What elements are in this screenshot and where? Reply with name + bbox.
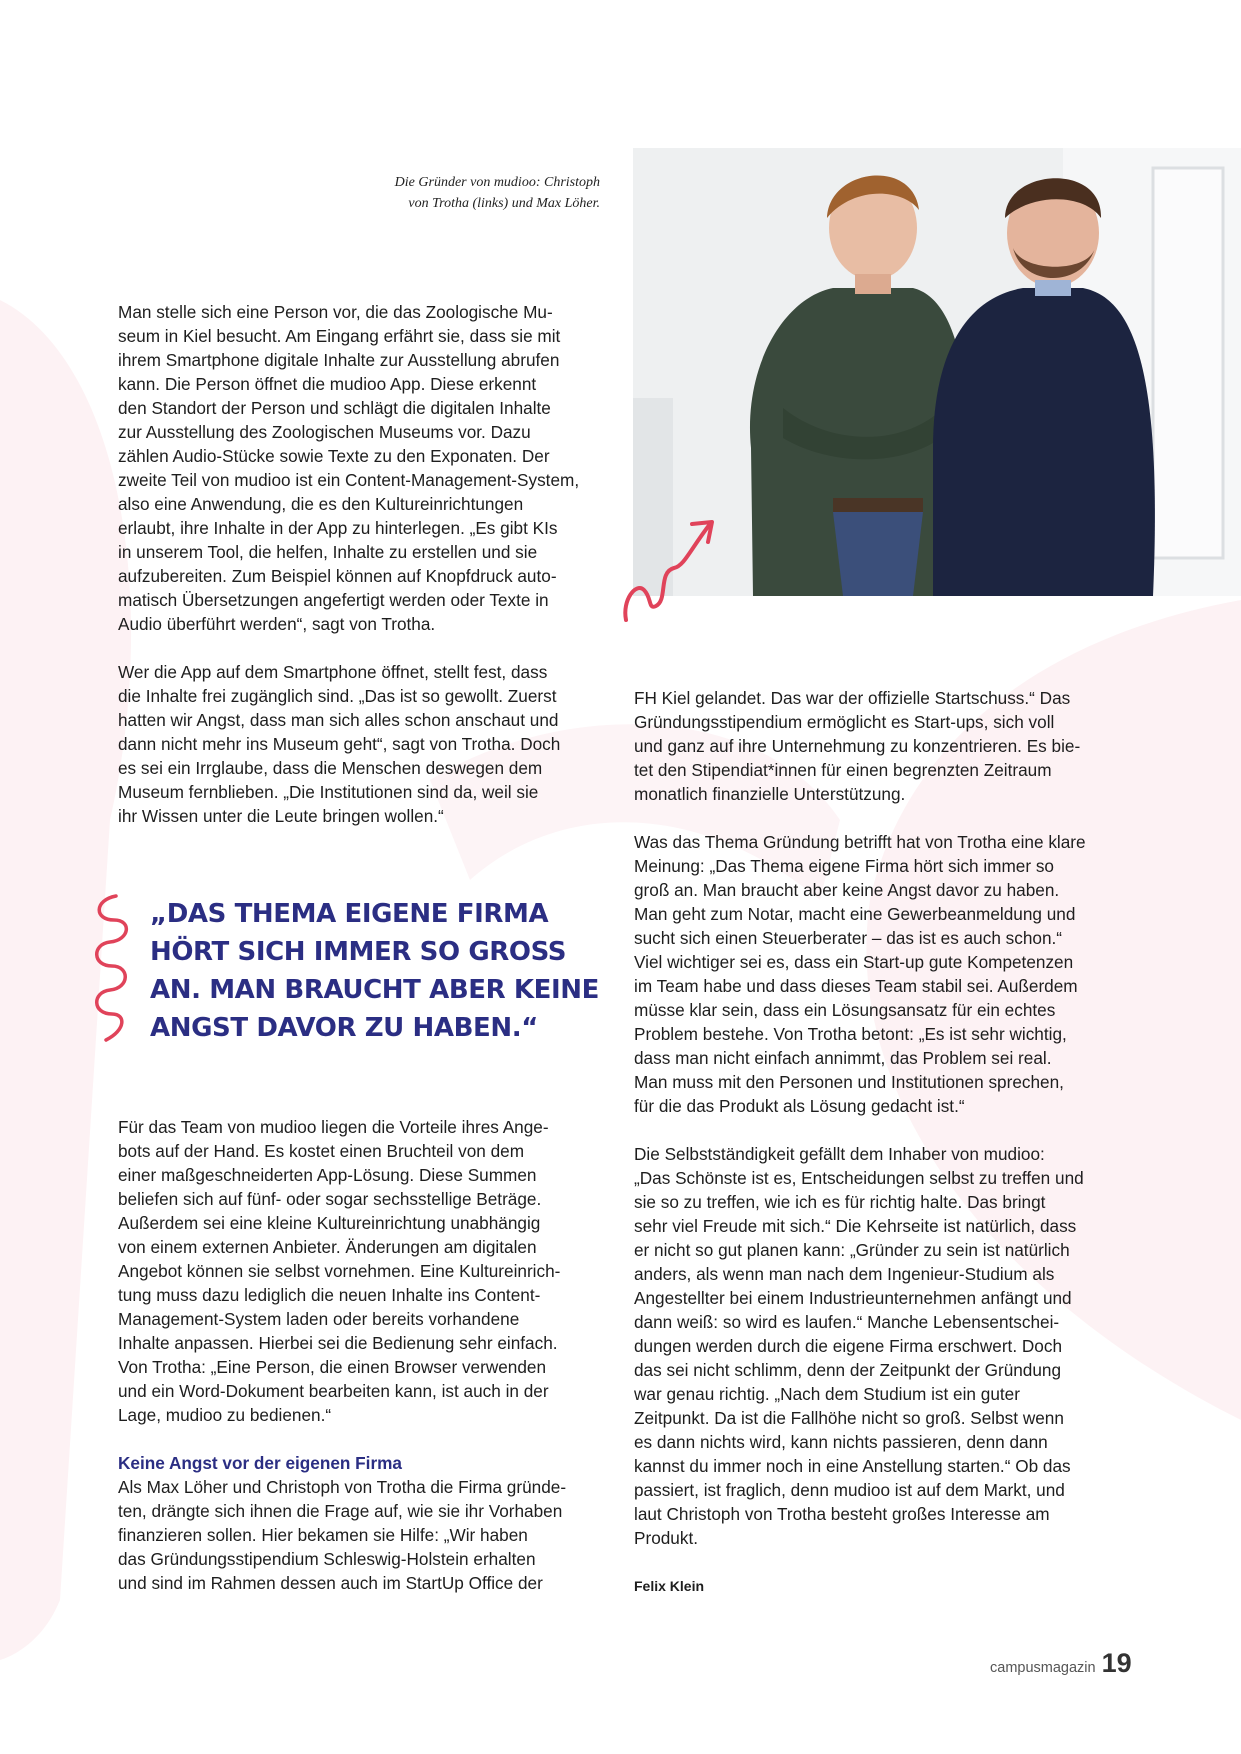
text-line: den Standort der Person und schlägt die digitalen Inhalte — [118, 398, 551, 418]
text-line: und ganz auf ihre Unternehmung zu konzentrieren. Es bie- — [634, 736, 1081, 756]
paragraph — [634, 830, 1134, 1118]
text-line: das Gründungsstipendium Schleswig-Holstein erhalten — [118, 1549, 536, 1569]
text-line: monatlich finanzielle Unterstützung. — [634, 784, 906, 804]
text-line: Management-System laden oder bereits vorhandene — [118, 1309, 520, 1329]
text-line: es sei ein Irrglaube, dass die Menschen deswegen dem — [118, 758, 543, 778]
text-line: Meinung: „Das Thema eigene Firma hört sich immer so — [634, 856, 1054, 876]
subheading-text: Keine Angst vor der eigenen Firma — [118, 1453, 402, 1473]
text-line: Zeitpunkt. Da ist die Fallhöhe nicht so groß. Selbst wenn — [634, 1408, 1064, 1428]
text-line: matisch Übersetzungen angefertigt werden oder Texte in — [118, 590, 549, 610]
quote-line: „DAS THEMA EIGENE FIRMA — [150, 899, 549, 929]
paragraph — [118, 1475, 618, 1595]
text-line: einer maßgeschneiderten App-Lösung. Diese Summen — [118, 1165, 537, 1185]
page-footer — [990, 1648, 1132, 1682]
text-line: Man stelle sich eine Person vor, die das Zoologische Mu- — [118, 302, 553, 322]
quote-line: AN. MAN BRAUCHT ABER KEINE — [150, 975, 599, 1005]
text-line: müsse klar sein, dass ein Lösungsansatz für ein echtes — [634, 1000, 1056, 1020]
text-line: zweite Teil von mudioo ist ein Content-Management-System, — [118, 470, 580, 490]
text-line: Außerdem sei eine kleine Kultureinrichtung unabhängig — [118, 1213, 541, 1233]
paragraph — [118, 660, 618, 828]
text-line: von einem externen Anbieter. Änderungen am digitalen — [118, 1237, 537, 1257]
article-author: Felix Klein — [634, 1578, 705, 1594]
text-line: zählen Audio-Stücke sowie Texte zu den Exponaten. Der — [118, 446, 550, 466]
text-line: und ein Word-Dokument bearbeiten kann, ist auch in der — [118, 1381, 549, 1401]
text-line: für die das Produkt als Lösung gedacht ist.“ — [634, 1096, 965, 1116]
text-line: im Team habe und dass dieses Team stabil sei. Außerdem — [634, 976, 1078, 996]
text-line: Als Max Löher und Christoph von Trotha die Firma gründe- — [118, 1477, 567, 1497]
text-line: Wer die App auf dem Smartphone öffnet, stellt fest, dass — [118, 662, 548, 682]
text-line: Viel wichtiger sei es, dass ein Start-up gute Kompetenzen — [634, 952, 1074, 972]
arrow-doodle-icon — [618, 510, 718, 630]
page-number: 19 — [1101, 1648, 1132, 1678]
text-line: kannst du immer noch in eine Anstellung starten.“ Ob das — [634, 1456, 1071, 1476]
text-line: und sind im Rahmen dessen auch im StartUp Office der — [118, 1573, 543, 1593]
text-line: Audio überführt werden“, sagt von Trotha. — [118, 614, 436, 634]
text-line: sucht sich einen Steuerberater – das ist es auch schon.“ — [634, 928, 1063, 948]
text-line: sie so zu treffen, wie ich es für richtig halte. Das bringt — [634, 1192, 1046, 1212]
text-line: Lage, mudioo zu bedienen.“ — [118, 1405, 332, 1425]
text-line: laut Christoph von Trotha besteht großes Interesse am — [634, 1504, 1050, 1524]
text-line: aufzubereiten. Zum Beispiel können auf Knopfdruck auto- — [118, 566, 557, 586]
paragraph — [634, 1142, 1134, 1550]
swirl-doodle-icon — [86, 890, 146, 1050]
left-column-bottom — [118, 1115, 618, 1595]
text-line: finanzieren sollen. Hier bekamen sie Hilfe: „Wir haben — [118, 1525, 528, 1545]
paragraph — [634, 686, 1134, 806]
text-line: Von Trotha: „Eine Person, die einen Browser verwenden — [118, 1357, 547, 1377]
text-line: dann nicht mehr ins Museum geht“, sagt von Trotha. Doch — [118, 734, 561, 754]
text-line: sehr viel Freude mit sich.“ Die Kehrseite ist natürlich, dass — [634, 1216, 1077, 1236]
text-line: Problem bestehe. Von Trotha betont: „Es ist sehr wichtig, — [634, 1024, 1067, 1044]
text-line: die Inhalte frei zugänglich sind. „Das ist so gewollt. Zuerst — [118, 686, 557, 706]
text-line: in unserem Tool, die helfen, Inhalte zu erstellen und sie — [118, 542, 538, 562]
quote-line: ANGST DAVOR ZU HABEN.“ — [150, 1013, 538, 1043]
quote-line: HÖRT SICH IMMER SO GROSS — [150, 937, 567, 967]
text-line: Angestellter bei einem Industrieunternehmen anfängt und — [634, 1288, 1072, 1308]
text-line: hatten wir Angst, dass man sich alles schon anschaut und — [118, 710, 559, 730]
text-line: Museum fernblieben. „Die Institutionen sind da, weil sie — [118, 782, 539, 802]
section-subheading — [118, 1451, 618, 1475]
text-line: seum in Kiel besucht. Am Eingang erfährt sie, dass sie mit — [118, 326, 561, 346]
text-line: erlaubt, ihre Inhalte in der App zu hinterlegen. „Es gibt KIs — [118, 518, 558, 538]
pull-quote — [150, 895, 610, 1047]
text-line: kann. Die Person öffnet die mudioo App. Diese erkennt — [118, 374, 537, 394]
text-line: also eine Anwendung, die es den Kultureinrichtungen — [118, 494, 524, 514]
text-line: er nicht so gut planen kann: „Gründer zu sein ist natürlich — [634, 1240, 1070, 1260]
text-line: war genau richtig. „Nach dem Studium ist ein guter — [634, 1384, 1020, 1404]
paragraph — [118, 1115, 618, 1427]
text-line: Gründungsstipendium ermöglicht es Start-ups, sich voll — [634, 712, 1055, 732]
text-line: Inhalte anpassen. Hierbei sei die Bedienung sehr einfach. — [118, 1333, 558, 1353]
photo-caption — [360, 172, 600, 214]
text-line: ihr Wissen unter die Leute bringen wollen.“ — [118, 806, 444, 826]
text-line: dungen werden durch die eigene Firma erschwert. Doch — [634, 1336, 1063, 1356]
text-line: Produkt. — [634, 1528, 699, 1548]
text-line: ten, drängte sich ihnen die Frage auf, wie sie ihr Vorhaben — [118, 1501, 563, 1521]
text-line: das sei nicht schlimm, denn der Zeitpunkt der Gründung — [634, 1360, 1062, 1380]
text-line: groß an. Man braucht aber keine Angst davor zu haben. — [634, 880, 1060, 900]
text-line: dass man nicht einfach annimmt, das Problem sei real. — [634, 1048, 1052, 1068]
text-line: Man geht zum Notar, macht eine Gewerbeanmeldung und — [634, 904, 1076, 924]
text-line: passiert, ist fraglich, denn mudioo ist auf dem Markt, und — [634, 1480, 1065, 1500]
text-line: „Das Schönste ist es, Entscheidungen selbst zu treffen und — [634, 1168, 1084, 1188]
text-line: Angebot können sie selbst vornehmen. Eine Kultureinrich- — [118, 1261, 561, 1281]
text-line: es dann nichts wird, kann nichts passieren, denn dann — [634, 1432, 1048, 1452]
text-line: Die Selbstständigkeit gefällt dem Inhaber von mudioo: — [634, 1144, 1045, 1164]
text-line: anders, als wenn man nach dem Ingenieur-Studium als — [634, 1264, 1055, 1284]
text-line: Was das Thema Gründung betrifft hat von Trotha eine klare — [634, 832, 1086, 852]
caption-line: von Trotha (links) und Max Löher. — [408, 196, 600, 211]
founders-photo — [633, 148, 1241, 596]
text-line: beliefen sich auf fünf- oder sogar sechsstellige Beträge. — [118, 1189, 542, 1209]
magazine-name: campusmagazin — [990, 1660, 1096, 1676]
text-line: zur Ausstellung des Zoologischen Museums vor. Dazu — [118, 422, 531, 442]
text-line: ihrem Smartphone digitale Inhalte zur Ausstellung abrufen — [118, 350, 560, 370]
text-line: bots auf der Hand. Es kostet einen Bruchteil von dem — [118, 1141, 525, 1161]
left-column-top — [118, 300, 618, 828]
paragraph — [118, 300, 618, 636]
right-column — [634, 686, 1134, 1598]
text-line: Für das Team von mudioo liegen die Vorteile ihres Ange- — [118, 1117, 549, 1137]
text-line: FH Kiel gelandet. Das war der offizielle Startschuss.“ Das — [634, 688, 1071, 708]
caption-line: Die Gründer von mudioo: Christoph — [394, 175, 600, 190]
text-line: dann weiß: so wird es laufen.“ Manche Lebensentschei- — [634, 1312, 1060, 1332]
text-line: tet den Stipendiat*innen für einen begrenzten Zeitraum — [634, 760, 1052, 780]
text-line: Man muss mit den Personen und Institutionen sprechen, — [634, 1072, 1064, 1092]
text-line: tung muss dazu lediglich die neuen Inhalte ins Content- — [118, 1285, 541, 1305]
